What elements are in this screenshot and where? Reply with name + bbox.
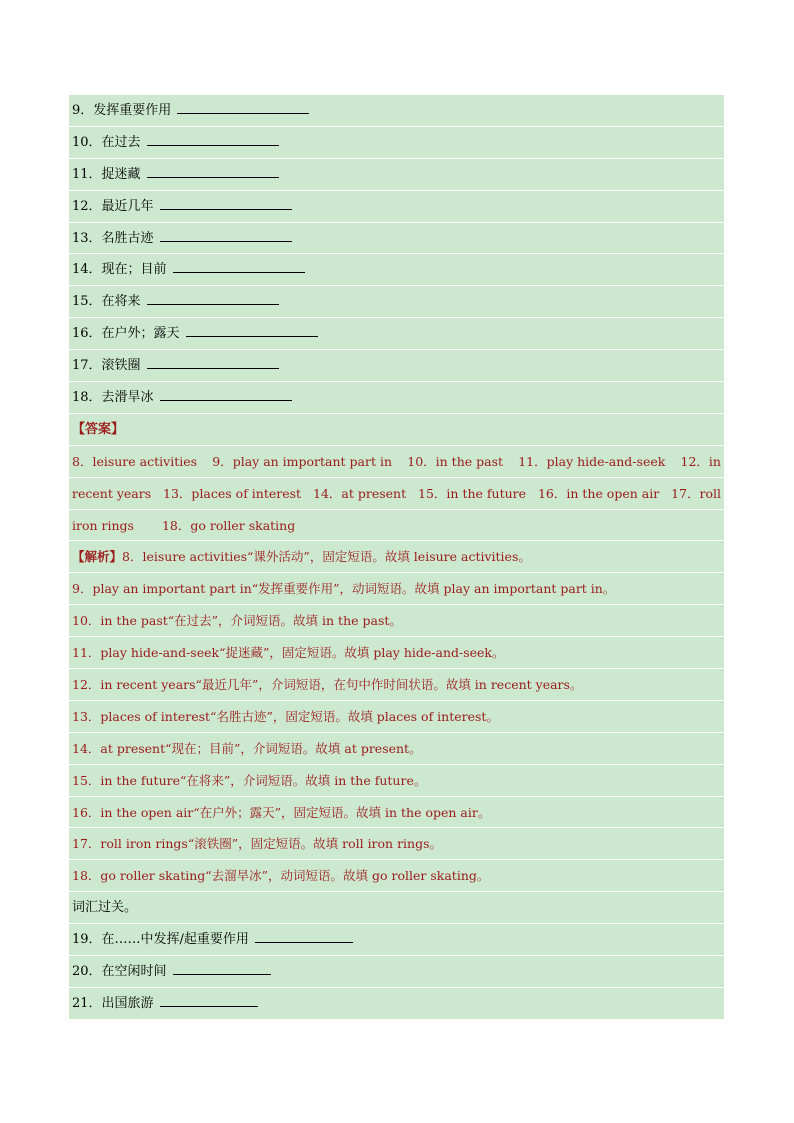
answer-item: 15．in the future bbox=[418, 485, 527, 501]
analysis-text: 11．play hide-and-seek“捉迷藏”，固定短语。故填 play hide-and-seek。 bbox=[72, 645, 505, 661]
question-text: 10．在过去 bbox=[72, 134, 141, 150]
analysis-label: 【解析】 bbox=[72, 549, 123, 565]
question-row bbox=[69, 956, 724, 988]
worksheet-panel bbox=[69, 95, 724, 1020]
question-row bbox=[69, 254, 724, 286]
answer-blank[interactable] bbox=[147, 356, 279, 369]
answer-blank[interactable] bbox=[147, 292, 279, 305]
question-row bbox=[69, 159, 724, 191]
question-row bbox=[69, 318, 724, 350]
question-text: 16．在户外；露天 bbox=[72, 326, 180, 342]
answer-item: 16．in the open air bbox=[537, 485, 660, 501]
analysis-line bbox=[69, 637, 724, 669]
answer-blank[interactable] bbox=[147, 165, 279, 178]
question-text: 18．去滑旱冰 bbox=[72, 390, 154, 406]
analysis-line bbox=[69, 797, 724, 829]
answer-item: recent years bbox=[72, 485, 152, 501]
question-row bbox=[69, 95, 724, 127]
answer-blank[interactable] bbox=[177, 101, 309, 114]
answer-line bbox=[69, 478, 724, 510]
question-text: 12．最近几年 bbox=[72, 198, 154, 214]
answer-item: 11．play hide-and-seek bbox=[518, 453, 666, 469]
answer-line bbox=[69, 446, 724, 478]
analysis-text: 12．in recent years“最近几年”，介词短语，在句中作时间状语。故填 in recent years。 bbox=[72, 677, 583, 693]
analysis-text: 13．places of interest“名胜古迹”，固定短语。故填 places of interest。 bbox=[72, 708, 499, 724]
question-row bbox=[69, 350, 724, 382]
question-text: 19．在……中发挥/起重要作用 bbox=[72, 932, 249, 948]
question-text: 20．在空闲时间 bbox=[72, 964, 167, 980]
question-row bbox=[69, 191, 724, 223]
analysis-text: 14．at present“现在；目前”，介词短语。故填 at present。 bbox=[72, 740, 422, 756]
analysis-text: 18．go roller skating“去溜旱冰”，动词短语。故填 go roller skating。 bbox=[72, 868, 490, 884]
answer-item: 9．play an important part in bbox=[212, 453, 393, 469]
answer-item: 8．leisure activities bbox=[72, 453, 198, 469]
section-title-row bbox=[69, 892, 724, 924]
analysis-text: 8．leisure activities“课外活动”，固定短语。故填 leisure activities。 bbox=[122, 549, 531, 565]
analysis-line bbox=[69, 541, 724, 573]
question-text: 13．名胜古迹 bbox=[72, 230, 154, 246]
answer-blank[interactable] bbox=[173, 260, 305, 273]
analysis-line bbox=[69, 828, 724, 860]
analysis-line bbox=[69, 860, 724, 892]
answer-item: 17．roll bbox=[671, 485, 721, 501]
analysis-text: 10．in the past“在过去”，介词短语。故填 in the past。 bbox=[72, 613, 402, 629]
analysis-text: 16．in the open air“在户外；露天”，固定短语。故填 in the open air。 bbox=[72, 804, 491, 820]
answer-blank[interactable] bbox=[186, 324, 318, 337]
question-text: 15．在将来 bbox=[72, 294, 141, 310]
question-row bbox=[69, 223, 724, 255]
question-row bbox=[69, 988, 724, 1020]
answer-item: iron rings bbox=[72, 517, 134, 533]
answer-blank[interactable] bbox=[147, 133, 279, 146]
answer-item: 14．at present bbox=[313, 485, 407, 501]
analysis-text: 15．in the future“在将来”，介词短语。故填 in the future。 bbox=[72, 772, 427, 788]
answer-blank[interactable] bbox=[173, 962, 271, 975]
question-row bbox=[69, 286, 724, 318]
analysis-line bbox=[69, 701, 724, 733]
answer-item: 18．go roller skating bbox=[161, 517, 296, 533]
question-text: 21．出国旅游 bbox=[72, 995, 154, 1011]
question-text: 9．发挥重要作用 bbox=[72, 103, 172, 118]
question-text: 17．滚铁圈 bbox=[72, 358, 141, 374]
answer-blank[interactable] bbox=[255, 930, 353, 943]
analysis-line bbox=[69, 669, 724, 701]
section-title: 词汇过关。 bbox=[72, 900, 138, 916]
question-text: 11．捉迷藏 bbox=[72, 166, 141, 182]
analysis-line bbox=[69, 573, 724, 605]
answer-blank[interactable] bbox=[160, 388, 292, 401]
question-text: 14．现在；目前 bbox=[72, 262, 167, 278]
question-row bbox=[69, 127, 724, 159]
answer-label: 【答案】 bbox=[72, 421, 125, 437]
answer-item: 10．in the past bbox=[407, 453, 504, 469]
answer-blank[interactable] bbox=[160, 197, 292, 210]
answer-line bbox=[69, 510, 724, 542]
analysis-line bbox=[69, 765, 724, 797]
answer-item: 13．places of interest bbox=[163, 485, 302, 501]
question-row bbox=[69, 924, 724, 956]
question-row bbox=[69, 382, 724, 414]
answer-blank[interactable] bbox=[160, 229, 292, 242]
answer-blank[interactable] bbox=[160, 994, 258, 1007]
analysis-line bbox=[69, 605, 724, 637]
answer-item: 12．in bbox=[680, 453, 721, 469]
answer-heading-row bbox=[69, 414, 724, 446]
analysis-line bbox=[69, 733, 724, 765]
analysis-text: 17．roll iron rings“滚铁圈”，固定短语。故填 roll iron rings。 bbox=[72, 836, 443, 852]
analysis-text: 9．play an important part in“发挥重要作用”，动词短语。故填 play an important part in。 bbox=[72, 581, 616, 597]
